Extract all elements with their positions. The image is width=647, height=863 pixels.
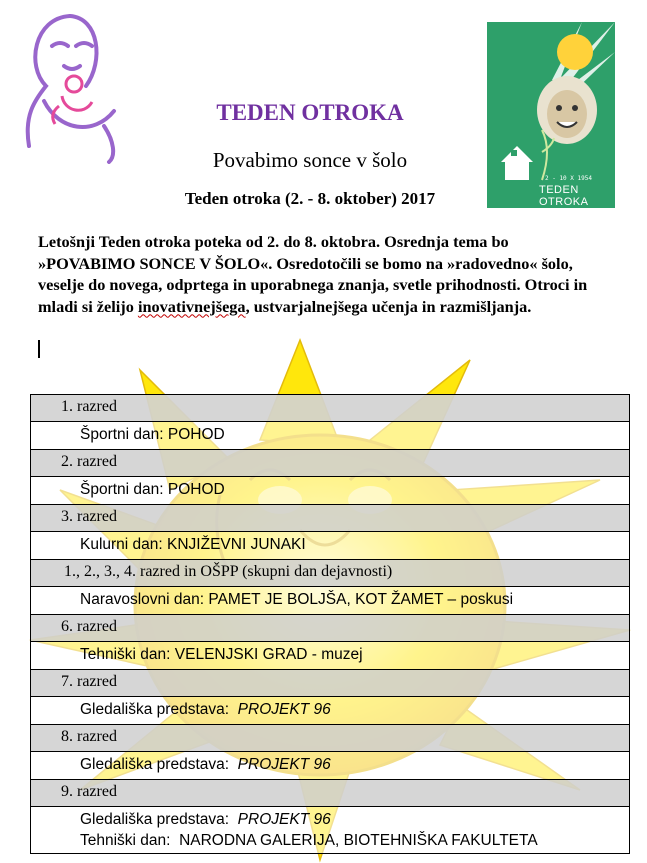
grade-row bbox=[31, 780, 630, 807]
grade-label: 1. razred bbox=[61, 398, 117, 415]
activity-row bbox=[31, 422, 630, 450]
grade-label: 8. razred bbox=[61, 728, 117, 745]
activity-text bbox=[31, 697, 629, 719]
activity-row bbox=[31, 697, 630, 725]
grade-row bbox=[31, 450, 630, 477]
activity-text bbox=[31, 752, 629, 774]
document-title: TEDEN OTROKA bbox=[216, 100, 404, 125]
activity-text bbox=[31, 807, 629, 851]
schedule-table bbox=[30, 394, 630, 854]
grade-label: 2. razred bbox=[61, 453, 117, 470]
activity-prefix: Gledališka predstava: bbox=[80, 811, 238, 828]
dates-line: Teden otroka (2. - 8. oktober) 2017 bbox=[184, 189, 436, 208]
grade-label: 6. razred bbox=[61, 618, 117, 635]
activity-text: Naravoslovni dan: PAMET JE BOLJŠA, KOT ŽAMET – poskusi bbox=[80, 591, 514, 608]
mother-child-logo bbox=[4, 6, 136, 164]
grade-row bbox=[31, 670, 630, 697]
activity-text-2: Tehniški dan: NARODNA GALERIJA, BIOTEHNIŠKA FAKULTETA bbox=[80, 832, 538, 849]
activity-prefix: Gledališka predstava: bbox=[80, 701, 238, 718]
intro-text-1: Letošnji Teden otroka poteka od 2. do 8. oktobra. Osrednja tema bo »POVABIMO SONCE V ŠOLO«. Osredotočili se bomo na »radovedno« šolo, veselje do novega, odprtega in uporabnega znanja, svetle prihodnosti. Otroci in mladi si želijo bbox=[38, 232, 588, 316]
grade-row bbox=[31, 725, 630, 752]
poster-caption: TEDEN OTROKA bbox=[539, 184, 589, 208]
grade-label: 3. razred bbox=[61, 508, 117, 525]
activity-title: PROJEKT 96 bbox=[237, 701, 331, 718]
activity-row bbox=[31, 477, 630, 505]
intro-text-2: , ustvarjalnejšega učenja in razmišljanja. bbox=[245, 296, 532, 316]
grade-row bbox=[31, 560, 630, 587]
activity-row bbox=[31, 532, 630, 560]
poster-date: 2 - 10 X 1954 bbox=[545, 175, 592, 182]
intro-paragraph bbox=[38, 231, 598, 317]
activity-row bbox=[31, 587, 630, 615]
activity-row bbox=[31, 752, 630, 780]
activity-text: Športni dan: POHOD bbox=[80, 426, 225, 443]
activity-title: PROJEKT 96 bbox=[237, 811, 331, 828]
grade-row bbox=[31, 395, 630, 422]
activity-text: Tehniški dan: VELENJSKI GRAD - muzej bbox=[80, 646, 363, 663]
activity-text: Športni dan: POHOD bbox=[80, 481, 225, 498]
grade-label: 9. razred bbox=[61, 783, 117, 800]
activity-row bbox=[31, 807, 630, 854]
document-subtitle: Povabimo sonce v šolo bbox=[212, 148, 408, 172]
grade-label: 1., 2., 3., 4. razred in OŠPP (skupni dan dejavnosti) bbox=[64, 563, 393, 580]
activity-prefix: Gledališka predstava: bbox=[80, 756, 238, 773]
grade-label: 7. razred bbox=[61, 673, 117, 690]
grade-row bbox=[31, 615, 630, 642]
activity-text: Kulurni dan: KNJIŽEVNI JUNAKI bbox=[80, 536, 306, 553]
text-cursor bbox=[38, 340, 40, 358]
activity-row bbox=[31, 642, 630, 670]
intro-underlined-word: inovativnejšega bbox=[137, 296, 246, 316]
grade-row bbox=[31, 505, 630, 532]
activity-title: PROJEKT 96 bbox=[237, 756, 331, 773]
